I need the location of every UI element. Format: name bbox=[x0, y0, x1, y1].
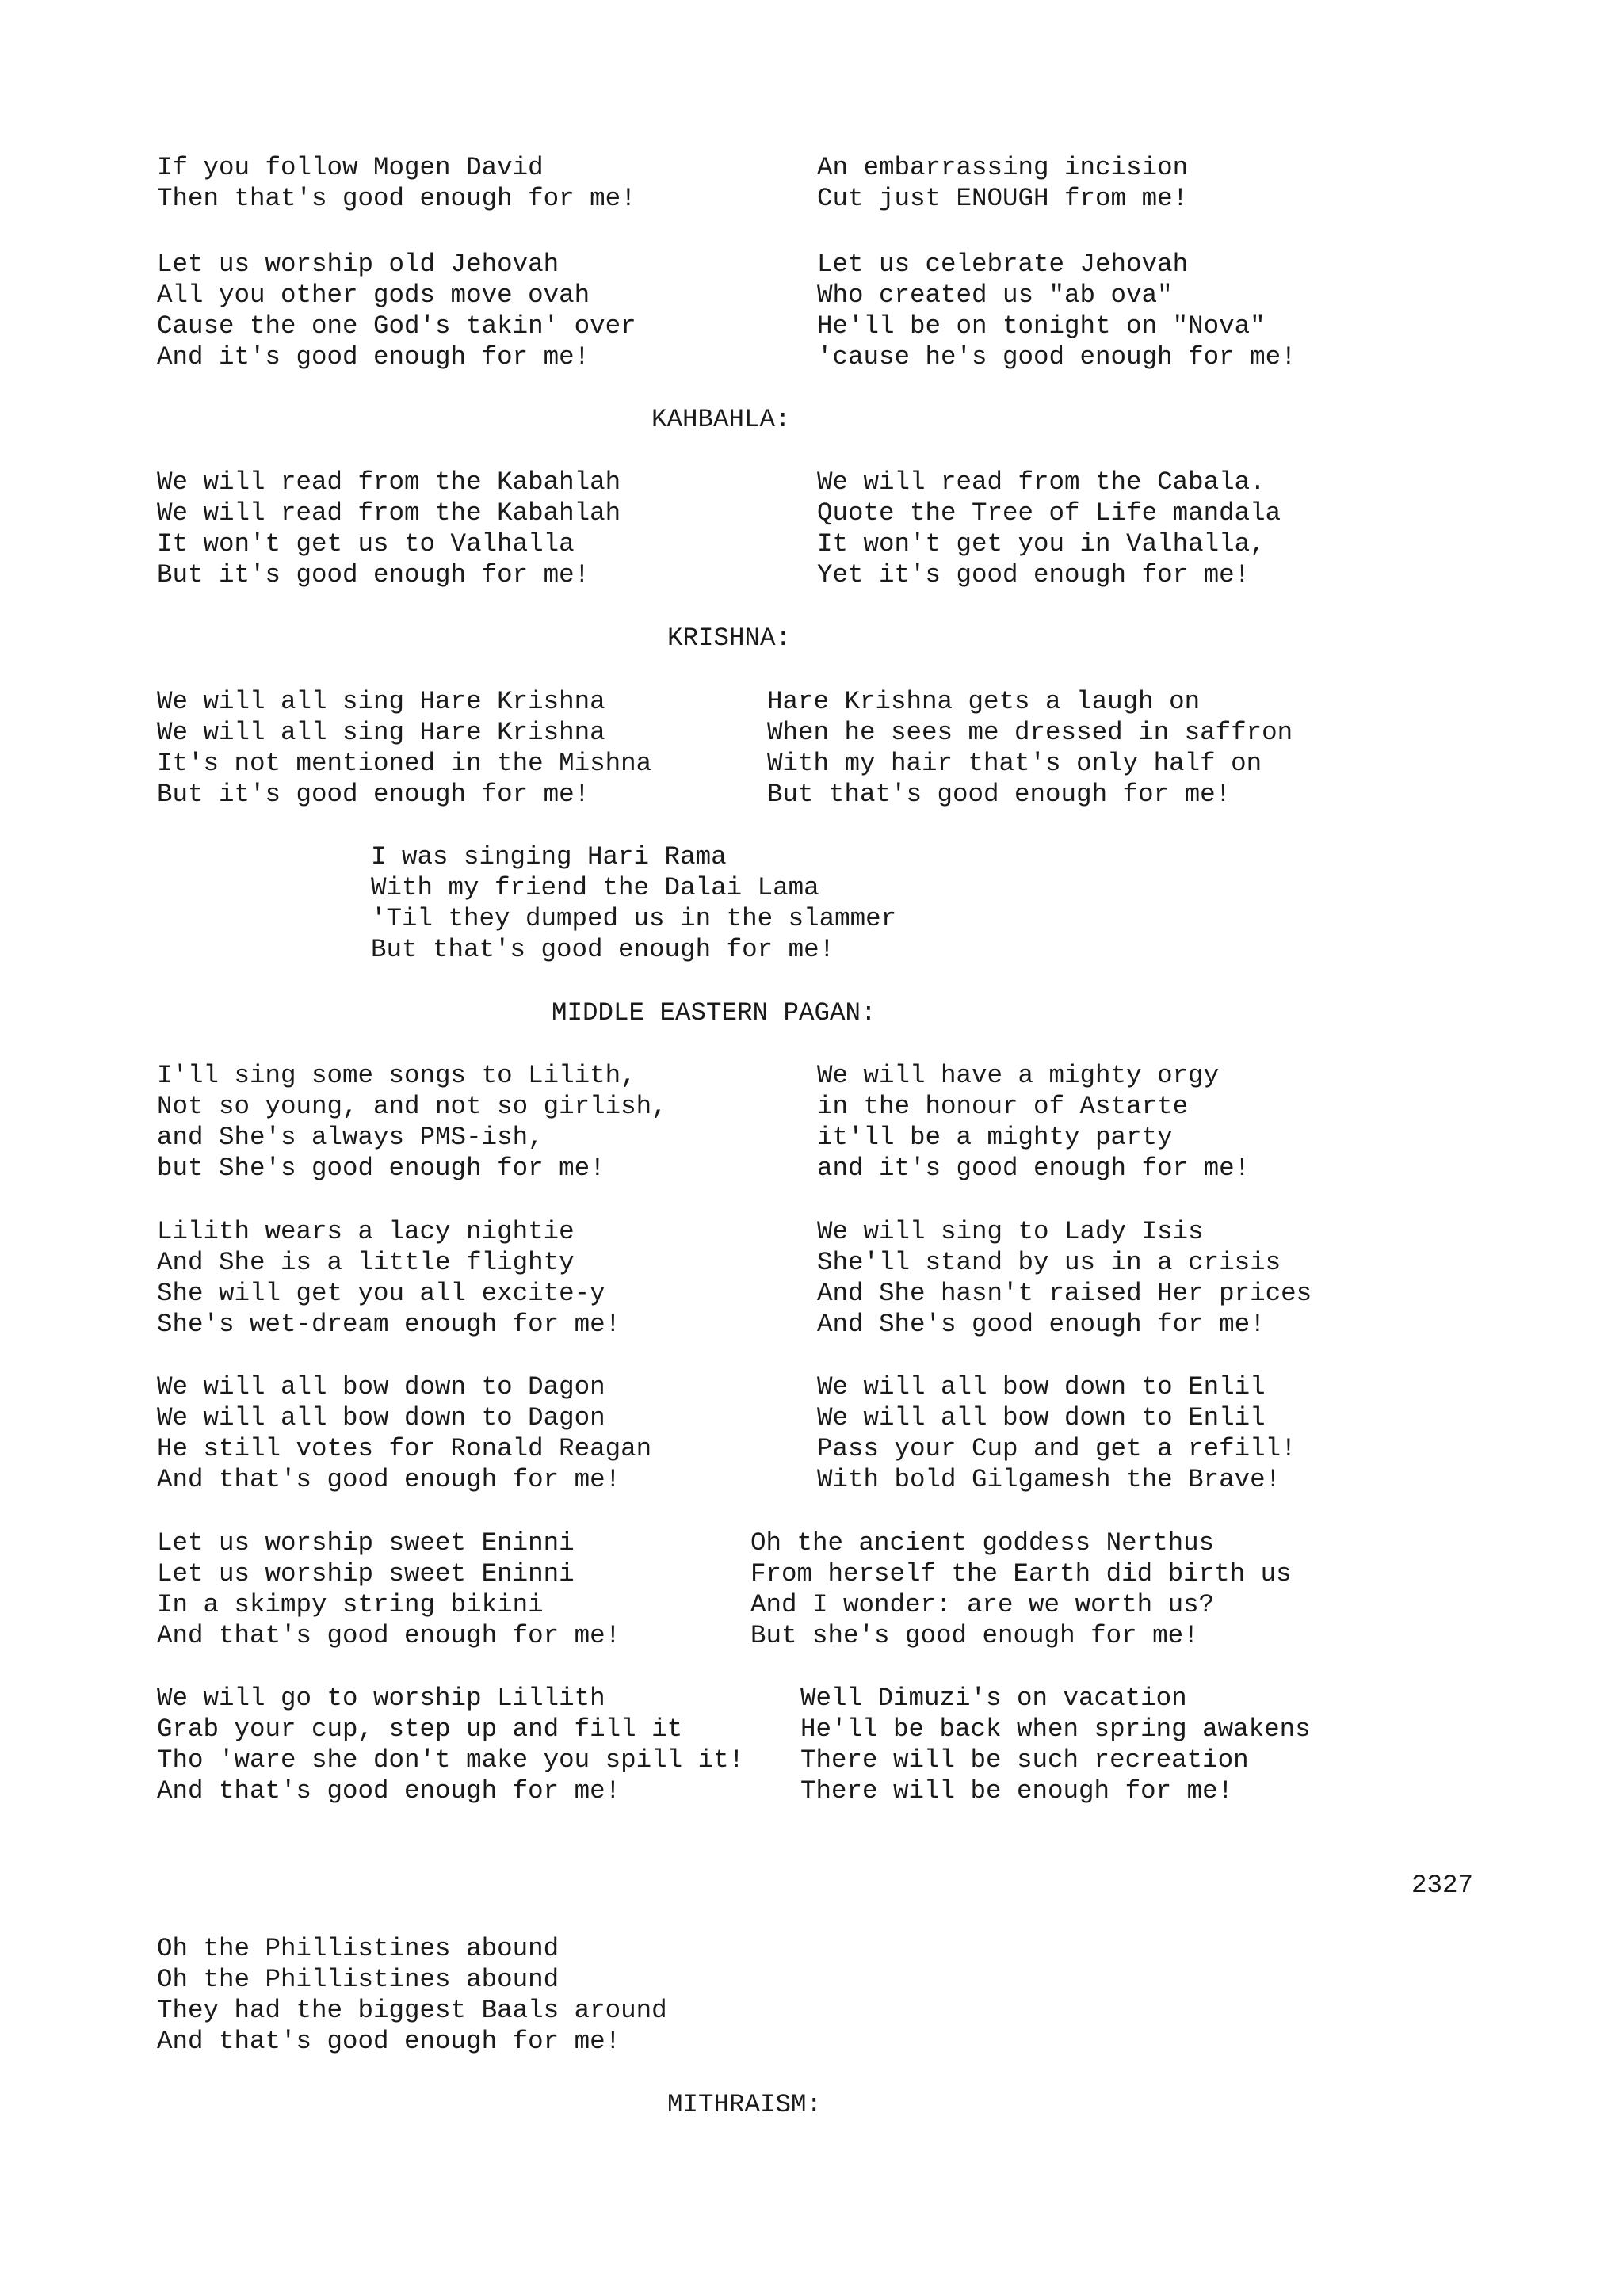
text-line: Let us worship sweet Eninni bbox=[157, 1559, 575, 1589]
text-line: It's not mentioned in the Mishna bbox=[157, 749, 652, 778]
section-heading bbox=[667, 2089, 822, 2120]
text-line: it'll be a mighty party bbox=[817, 1123, 1173, 1152]
text-line: Let us worship old Jehovah bbox=[157, 250, 559, 279]
text-line: Grab your cup, step up and fill it bbox=[157, 1714, 683, 1744]
stanza-right bbox=[817, 249, 1296, 372]
stanza-right bbox=[800, 1683, 1311, 1806]
text-line: in the honour of Astarte bbox=[817, 1092, 1189, 1121]
text-line: We will read from the Kabahlah bbox=[157, 498, 621, 528]
text-line: and it's good enough for me! bbox=[817, 1154, 1251, 1183]
text-line: And She hasn't raised Her prices bbox=[817, 1279, 1312, 1308]
text-line: Let us worship sweet Eninni bbox=[157, 1528, 575, 1558]
text-line: Oh the ancient goddess Nerthus bbox=[750, 1528, 1215, 1558]
text-line: We will sing to Lady Isis bbox=[817, 1217, 1204, 1246]
text-line: KAHBAHLA: bbox=[651, 405, 791, 434]
text-line: Let us celebrate Jehovah bbox=[817, 250, 1189, 279]
text-line: Then that's good enough for me! bbox=[157, 184, 636, 213]
stanza-right bbox=[817, 467, 1281, 590]
text-line: and She's always PMS-ish, bbox=[157, 1123, 544, 1152]
text-line: We will go to worship Lillith bbox=[157, 1684, 605, 1713]
text-line: I'll sing some songs to Lilith, bbox=[157, 1061, 636, 1090]
text-line: Yet it's good enough for me! bbox=[817, 560, 1251, 589]
section-heading bbox=[667, 623, 791, 654]
stanza-left bbox=[157, 1216, 621, 1340]
text-line: In a skimpy string bikini bbox=[157, 1590, 544, 1619]
text-line: Hare Krishna gets a laugh on bbox=[767, 687, 1201, 716]
text-line: With my hair that's only half on bbox=[767, 749, 1262, 778]
text-line: And that's good enough for me! bbox=[157, 1621, 621, 1650]
text-line: But it's good enough for me! bbox=[157, 780, 590, 809]
text-line: MITHRAISM: bbox=[667, 2090, 823, 2119]
stanza-right bbox=[767, 686, 1293, 810]
text-line: We will all bow down to Dagon bbox=[157, 1403, 605, 1432]
text-line: Lilith wears a lacy nightie bbox=[157, 1217, 575, 1246]
text-line: We will all sing Hare Krishna bbox=[157, 718, 605, 747]
text-line: We will all bow down to Enlil bbox=[817, 1372, 1266, 1402]
text-line: 'Til they dumped us in the slammer bbox=[371, 904, 897, 933]
text-line: We will have a mighty orgy bbox=[817, 1061, 1220, 1090]
text-line: Well Dimuzi's on vacation bbox=[800, 1684, 1187, 1713]
text-line: She's wet-dream enough for me! bbox=[157, 1310, 621, 1339]
text-line: 2327 bbox=[1411, 1871, 1474, 1900]
stanza-left bbox=[157, 1683, 744, 1806]
text-line: I was singing Hari Rama bbox=[371, 842, 727, 871]
text-line: It won't get you in Valhalla, bbox=[817, 529, 1266, 559]
text-line: All you other gods move ovah bbox=[157, 280, 590, 310]
text-line: But it's good enough for me! bbox=[157, 560, 590, 589]
text-line: And She's good enough for me! bbox=[817, 1310, 1266, 1339]
text-line: KRISHNA: bbox=[667, 624, 792, 653]
text-line: He still votes for Ronald Reagan bbox=[157, 1434, 652, 1463]
text-line: We will read from the Kabahlah bbox=[157, 467, 621, 497]
text-line: And that's good enough for me! bbox=[157, 1776, 621, 1806]
text-line: There will be such recreation bbox=[800, 1745, 1249, 1775]
stanza-left bbox=[157, 1371, 651, 1495]
text-line: Oh the Phillistines abound bbox=[157, 1965, 559, 1994]
text-line: But that's good enough for me! bbox=[371, 935, 835, 964]
text-line: And it's good enough for me! bbox=[157, 342, 590, 372]
text-line: From herself the Earth did birth us bbox=[750, 1559, 1292, 1589]
text-line: And She is a little flighty bbox=[157, 1248, 575, 1277]
text-line: We will all bow down to Enlil bbox=[817, 1403, 1266, 1432]
text-line: With my friend the Dalai Lama bbox=[371, 873, 819, 902]
text-line: Cause the one God's takin' over bbox=[157, 311, 636, 341]
section-heading bbox=[651, 404, 791, 435]
stanza-left bbox=[157, 467, 621, 590]
stanza-right bbox=[750, 1527, 1292, 1651]
text-line: He'll be back when spring awakens bbox=[800, 1714, 1311, 1744]
text-line: There will be enough for me! bbox=[800, 1776, 1234, 1806]
stanza-left bbox=[157, 152, 636, 214]
text-line: 'cause he's good enough for me! bbox=[817, 342, 1296, 372]
text-line: When he sees me dressed in saffron bbox=[767, 718, 1293, 747]
text-line: They had the biggest Baals around bbox=[157, 1996, 667, 2025]
text-line: But that's good enough for me! bbox=[767, 780, 1232, 809]
stanza-left bbox=[157, 249, 636, 372]
stanza-right bbox=[817, 1060, 1250, 1184]
text-line: She will get you all excite-y bbox=[157, 1279, 605, 1308]
text-line: Not so young, and not so girlish, bbox=[157, 1092, 667, 1121]
text-line: We will all bow down to Dagon bbox=[157, 1372, 605, 1402]
text-line: Who created us "ab ova" bbox=[817, 280, 1173, 310]
text-line: An embarrassing incision bbox=[817, 153, 1189, 182]
text-line: Tho 'ware she don't make you spill it! bbox=[157, 1745, 745, 1775]
section-heading bbox=[552, 997, 876, 1028]
text-line: Cut just ENOUGH from me! bbox=[817, 184, 1189, 213]
text-line: She'll stand by us in a crisis bbox=[817, 1248, 1281, 1277]
stanza-left bbox=[157, 1933, 667, 2057]
text-line: It won't get us to Valhalla bbox=[157, 529, 575, 559]
text-line: If you follow Mogen David bbox=[157, 153, 544, 182]
text-line: And that's good enough for me! bbox=[157, 1465, 621, 1494]
text-line: MIDDLE EASTERN PAGAN: bbox=[552, 998, 876, 1028]
stanza-center bbox=[371, 841, 896, 965]
text-line: But she's good enough for me! bbox=[750, 1621, 1199, 1650]
text-line: Oh the Phillistines abound bbox=[157, 1934, 559, 1963]
text-line: He'll be on tonight on "Nova" bbox=[817, 311, 1266, 341]
page-number bbox=[1411, 1870, 1473, 1901]
text-line: Quote the Tree of Life mandala bbox=[817, 498, 1281, 528]
stanza-left bbox=[157, 1060, 667, 1184]
text-line: but She's good enough for me! bbox=[157, 1154, 605, 1183]
text-line: We will read from the Cabala. bbox=[817, 467, 1266, 497]
stanza-right bbox=[817, 1216, 1312, 1340]
stanza-left bbox=[157, 686, 651, 810]
text-line: And I wonder: are we worth us? bbox=[750, 1590, 1215, 1619]
text-line: We will all sing Hare Krishna bbox=[157, 687, 605, 716]
stanza-right bbox=[817, 1371, 1296, 1495]
stanza-left bbox=[157, 1527, 621, 1651]
text-line: And that's good enough for me! bbox=[157, 2027, 621, 2056]
text-line: With bold Gilgamesh the Brave! bbox=[817, 1465, 1281, 1494]
text-line: Pass your Cup and get a refill! bbox=[817, 1434, 1296, 1463]
stanza-right bbox=[817, 152, 1188, 214]
